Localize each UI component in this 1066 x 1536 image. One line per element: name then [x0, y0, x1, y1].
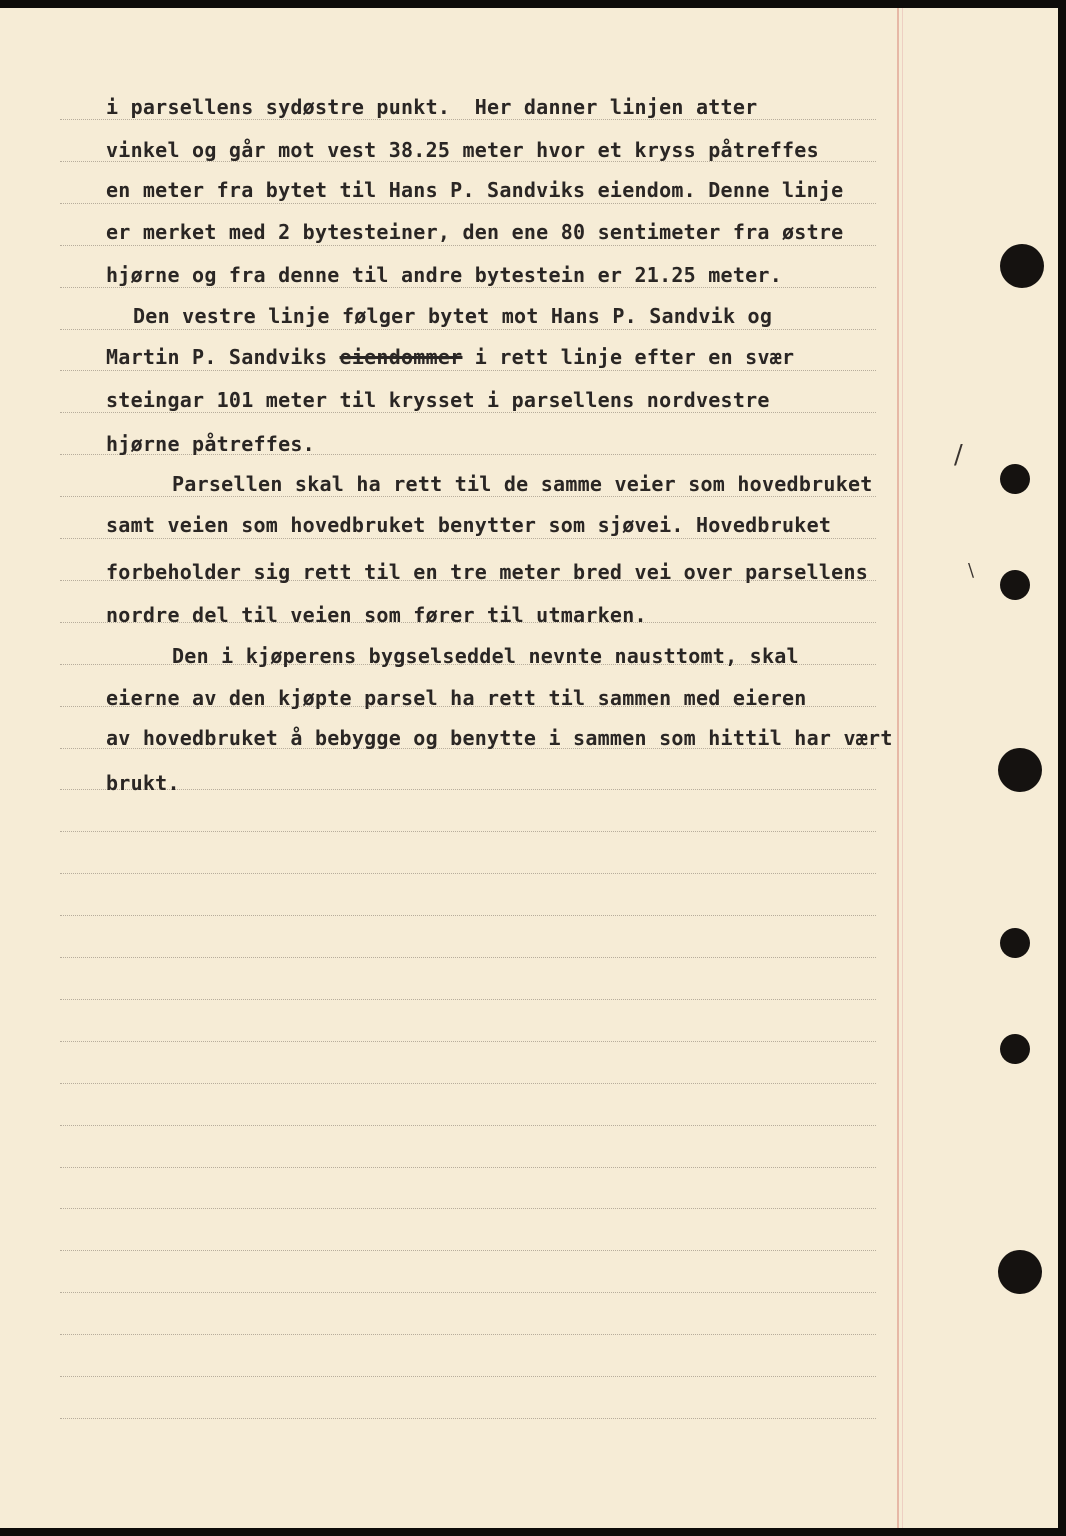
ruled-line: [60, 831, 876, 832]
ruled-line: [60, 245, 876, 246]
ruled-line: [60, 412, 876, 413]
margin-mark-backslash: \: [968, 560, 975, 581]
ruled-line: [60, 496, 876, 497]
text-line: eierne av den kjøpte parsel ha rett til sammen med eieren: [106, 686, 807, 710]
text-line: er merket med 2 bytesteiner, den ene 80 sentimeter fra østre: [106, 220, 844, 244]
text-line: brukt.: [106, 771, 180, 795]
text-line: Den i kjøperens bygselseddel nevnte nausttomt, skal: [172, 644, 799, 668]
text-line: hjørne påtreffes.: [106, 432, 315, 456]
martin-before: Martin P. Sandviks: [106, 345, 328, 369]
ruled-line: [60, 1418, 876, 1419]
ruled-line: [60, 1376, 876, 1377]
ruled-line: [60, 873, 876, 874]
ruled-line: [60, 1334, 876, 1335]
ruled-line: [60, 538, 876, 539]
ruled-line: [60, 1250, 876, 1251]
ruled-line: [60, 915, 876, 916]
ruled-line: [60, 789, 876, 790]
ruled-line: [60, 999, 876, 1000]
ruled-line: [60, 1041, 876, 1042]
binder-hole: [1000, 244, 1044, 288]
margin-mark-slash: /: [954, 440, 963, 470]
text-line: Parsellen skal ha rett til de samme veier som hovedbruket: [172, 472, 873, 496]
text-line: steingar 101 meter til krysset i parsellens nordvestre: [106, 388, 770, 412]
ruled-line: [60, 1208, 876, 1209]
ruled-line: [60, 370, 876, 371]
text-line: vinkel og går mot vest 38.25 meter hvor et kryss påtreffes: [106, 138, 819, 162]
ruled-line: [60, 119, 876, 120]
binder-hole: [998, 748, 1042, 792]
martin-after: i rett linje efter en svær: [462, 345, 795, 369]
text-line: hjørne og fra denne til andre bytestein er 21.25 meter.: [106, 263, 783, 287]
text-line: en meter fra bytet til Hans P. Sandviks eiendom. Denne linje: [106, 178, 844, 202]
binder-hole: [1000, 1034, 1030, 1064]
ruled-line: [60, 1292, 876, 1293]
ruled-line: [60, 957, 876, 958]
ruled-line: [60, 203, 876, 204]
ruled-line: [60, 1125, 876, 1126]
document-page: [0, 8, 1058, 1528]
text-line: forbeholder sig rett til en tre meter bred vei over parsellens: [106, 560, 869, 584]
binder-hole: [1000, 928, 1030, 958]
ruled-line: [60, 287, 876, 288]
text-line: samt veien som hovedbruket benytter som sjøvei. Hovedbruket: [106, 513, 832, 537]
struck-word: eiendommer: [339, 345, 463, 369]
ruled-line: [60, 329, 876, 330]
text-line: av hovedbruket å bebygge og benytte i sammen som hittil har vært: [106, 726, 893, 750]
binder-hole: [1000, 464, 1030, 494]
text-line: nordre del til veien som fører til utmarken.: [106, 603, 647, 627]
ruled-line: [60, 1083, 876, 1084]
text-line-martin: [106, 345, 794, 369]
binder-hole: [1000, 570, 1030, 600]
binder-hole: [998, 1250, 1042, 1294]
text-line: i parsellens sydøstre punkt. Her danner linjen atter: [106, 95, 758, 119]
ruled-line: [60, 1167, 876, 1168]
text-line: Den vestre linje følger bytet mot Hans P. Sandvik og: [133, 304, 773, 328]
